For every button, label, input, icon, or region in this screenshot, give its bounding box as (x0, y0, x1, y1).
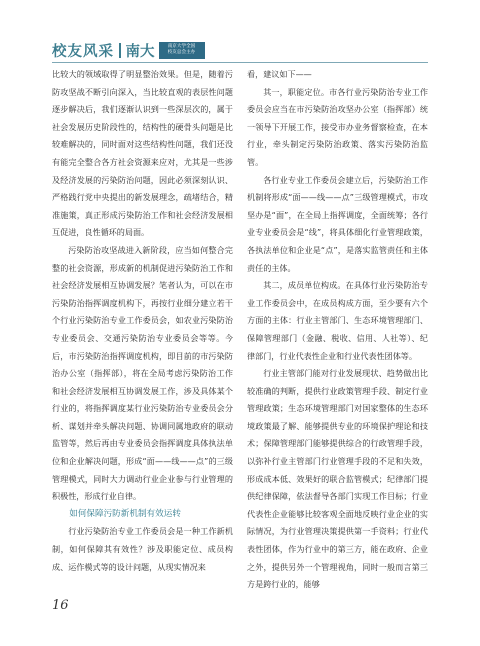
right-paragraph-1: 其一，职能定位。市各行业污染防治专业工作委员会应当在市污染防治攻坚办公室（指挥部）统一领导下开展工作，接受市办业务督察检查，在本行业，牵头制定污染防治政策、落实污染防治监管。 (247, 86, 428, 167)
header-rule (52, 62, 428, 63)
publisher-badge (159, 42, 205, 59)
right-paragraph-0: 看，建议如下—— (247, 69, 312, 79)
left-column (52, 66, 233, 576)
right-paragraph-4: 行业主管部门能对行业发展现状、趋势做出比较准确的判断，提供行业政策管理手段、制定行业管理政策；生态环境管理部门对国家整体的生态环境政策最了解、能够提供专业的环境保护理论和技术；保障管理部门能够提供综合的行政管理手段，以弥补行业主管部门行业管理手段的不足和失效，形成成本低、效果好的联合监管模式；纪律部门提供纪律保障，依法督导各部门实现工作目标；行业代表性企业能够比较客观全面地反映行业企业的实际情况，为行业管理决策提供第一手资料；行业代表性团体，作为行业中的第三方，能在政府、企业之外，提供另外一个管理视角，同时一般而言第三方是跨行业的，能够 (247, 368, 428, 590)
section-heading: 如何保障污防新机制有效运转 (69, 508, 181, 519)
left-paragraph-1: 比较大的领域取得了明显整治效果。但是，随着污防攻坚战不断引向深入，当比较直观的表层性问题逐步解决后，我们逐渐认识到一些深层次的，属于社会发展历史阶段性的，结构性的硬骨头问题是比较难解决的，同时面对这些结构性问题，我们还没有能完全整合各方社会资源来应对，尤其是一些涉及经济发展的污染防治问题，因此必须深刻认识、严格践行党中央提出的新发展理念，疏堵结合，精准施策，真正形成污染防治工作和社会经济发展相互促进，良性循环的局面。 (52, 69, 233, 238)
left-paragraph-3: 行业污染防治专业工作委员会是一种工作新机制，如何保障其有效性？涉及职能定位、成员构成、运作模式等的设计问题，从现实情况来 (52, 526, 233, 572)
badge-line-2: 校友总会主办 (167, 50, 196, 55)
right-paragraph-2: 各行业专业工作委员会建立后，污染防治工作机制将形成“面——线——点”三级管理模式，市攻坚办是“面”，在全局上指挥调度，全面统筹；各行业专业委员会是“线”，将具体细化行业管理政策，各执法单位和企业是“点”，是落实监管责任和主体责任的主体。 (247, 174, 428, 273)
right-column (247, 66, 428, 594)
school-name: 南大 (125, 43, 155, 60)
left-paragraph-2: 污染防治攻坚战进入新阶段，应当如何整合完整的社会资源，形成新的机制促进污染防治工作和社会经济发展相互协调发展？笔者认为，可以在市污染防治指挥调度机构下，再按行业细分建立若干个行业污染防治专业工作委员会，如农业污染防治专业委员会、交通污染防治专业委员会等等。今后，市污染防治指挥调度机构，即目前的市污染防治办公室（指挥部），将在全局考虑污染防治工作和社会经济发展相互协调发展工作，涉及具体某个行业的，将指挥调度某行业污染防治专业委员会分析、谋划并牵头解决问题、协调同属地政府的联动监管等，然后再由专业委员会指挥调度具体执法单位和企业解决问题，形成“面——线——点”的三级管理模式，同时大力调动行业企业参与行业管理的积极性，形成行业自律。 (52, 244, 233, 502)
right-paragraph-3: 其二，成员单位构成。在具体行业污染防治专业工作委员会中，在成员构成方面，至少要有六个方面的主体：行业主管部门、生态环境管理部门、保障管理部门（金融、税收、信用、人社等）、纪律部门，行业代表性企业和行业代表性团体等。 (247, 280, 428, 361)
header-divider (119, 43, 121, 58)
page-header (52, 40, 205, 60)
section-title: 校友风采 (52, 43, 114, 60)
badge-line-1: 南京大学全国 (167, 44, 196, 49)
page-number: 16 (52, 598, 69, 613)
